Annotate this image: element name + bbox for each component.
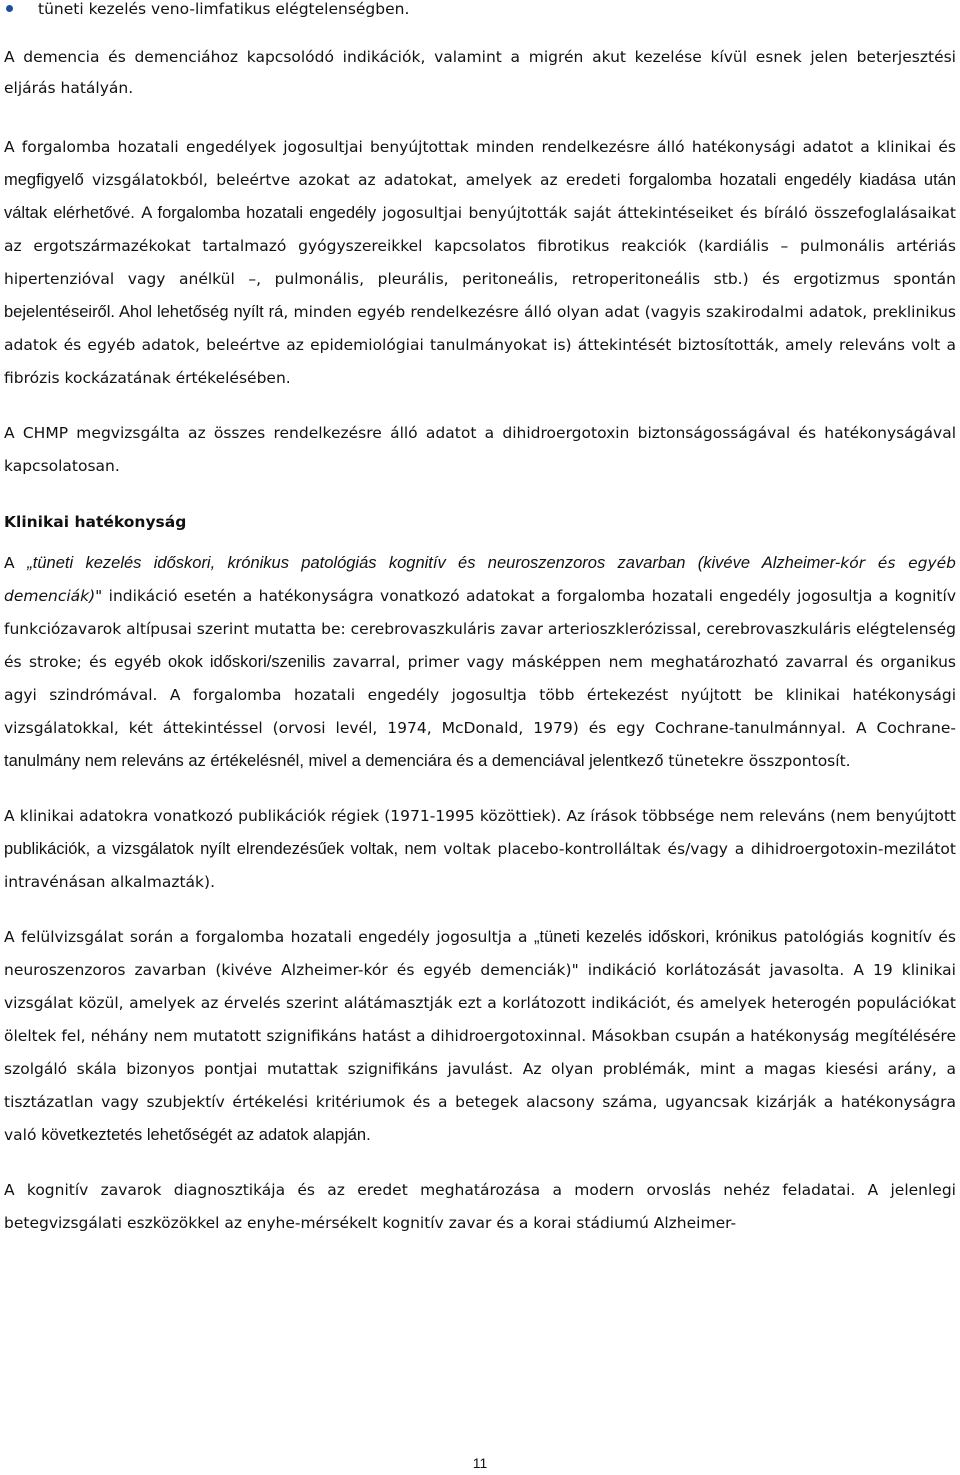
paragraph-chmp: A CHMP megvizsgálta az összes rendelkezésre álló adatot a dihidroergotoxin biztonságosságával és hatékonyságával kapcsolatosan. (4, 424, 956, 475)
section-heading: Klinikai hatékonyság (4, 513, 187, 531)
paragraph-diagnostics: A kognitív zavarok diagnosztikája és az eredet meghatározása a modern orvoslás nehéz feladatai. A jelenlegi betegvizsgálati eszközökkel az enyhe-mérsékelt kognitív zavar és a korai stádiumú Alzheimer- (4, 1181, 956, 1232)
paragraph-data-submission: A forgalomba hozatali engedélyek jogosultjai benyújtottak minden rendelkezésre álló hatékonysági adatot a klinikai és megfigyelő vizsgálatokból, beleértve azokat az adatokat, amelyek az eredeti forgalomba hozatali engedély kiadása után váltak elérhetővé. A forgalomba hozatali engedély jogosultjai benyújtották saját áttekintéseiket és bíráló összefoglalásaikat az ergotszármazékokat tartalmazó gyógyszereikkel kapcsolatos fibrotikus reakciók (kardiális – pulmonális artériás hipertenzióval vagy anélkül –, pulmonális, pleurális, peritoneális, retroperitoneális stb.) és ergotizmus spontán bejelentéseiről. Ahol lehetőség nyílt rá, minden egyéb rendelkezésre álló olyan adat (vagyis szakirodalmi adatok, preklinikus adatok és egyéb adatok, beleértve az epidemiológiai tanulmányokat is) áttekintését biztosították, amely releváns volt a fibrózis kockázatának értékelésében. (4, 138, 957, 387)
paragraph-review: A felülvizsgálat során a forgalomba hozatali engedély jogosultja a „tüneti kezelés időskori, krónikus patológiás kognitív és neuroszenzoros zavarban (kivéve Alzheimer-kór és egyéb demenciák)" indikáció korlátozását javasolta. A 19 klinikai vizsgálat közül, amelyek az érvelés szerint alátámasztják ezt a korlátozott indikációt, és amelyek heterogén populációkat öleltek fel, néhány nem mutatott szignifikáns hatást a dihidroergotoxinnal. Másokban csupán a hatékonyság megítélésére szolgáló skála bizonyos pontjai mutattak szignifikáns javulást. Az olyan problémák, mint a magas kiesési arány, a tisztázatlan vagy szubjektív értékelési kritériumok és a betegek alacsony száma, ugyancsak kizárják a hatékonyságra való következtetés lehetőségét az adatok alapján. (4, 928, 956, 1144)
bullet-item (4, 0, 956, 20)
paragraph-publications: A klinikai adatokra vonatkozó publikációk régiek (1971-1995 közöttiek). Az írások többsége nem releváns (nem benyújtott publikációk, a vizsgálatok nyílt elrendezésűek voltak, nem voltak placebo-kontrolláltak és/vagy a dihidroergotoxin-mezilátot intravénásan alkalmazták). (4, 807, 956, 891)
document-page (4, 0, 956, 1240)
paragraph-indication-efficacy: A „tüneti kezelés időskori, krónikus patológiás kognitív és neuroszenzoros zavarban (kivéve Alzheimer-kór és egyéb demenciák)" indikáció esetén a hatékonyságra vonatkozó adatokat a forgalomba hozatali engedély jogosultja a kognitív funkciózavarok altípusai szerint mutatta be: cerebrovaszkuláris zavar arterioszklerózissal, cerebrovaszkuláris elégtelenség és stroke; és egyéb okok időskori/szenilis zavarral, primer vagy másképpen nem meghatározható zavarral és organikus agyi szindrómával. A forgalomba hozatali engedély jogosultja több értekezést nyújtott be klinikai hatékonysági vizsgálatokkal, két áttekintéssel (orvosi levél, 1974, McDonald, 1979) és egy Cochrane-tanulmánnyal. A Cochrane-tanulmány nem releváns az értékelésnél, mivel a demenciára és a demenciával jelentkező tünetekre összpontosít. (4, 554, 956, 770)
page-number: 11 (472, 1455, 488, 1471)
bullet-text: tüneti kezelés veno-limfatikus elégtelenségben. (38, 0, 410, 18)
paragraph-scope: A demencia és demenciához kapcsolódó indikációk, valamint a migrén akut kezelése kívül esnek jelen beterjesztési eljárás hatályán. (4, 48, 956, 97)
bullet-icon (6, 5, 13, 12)
